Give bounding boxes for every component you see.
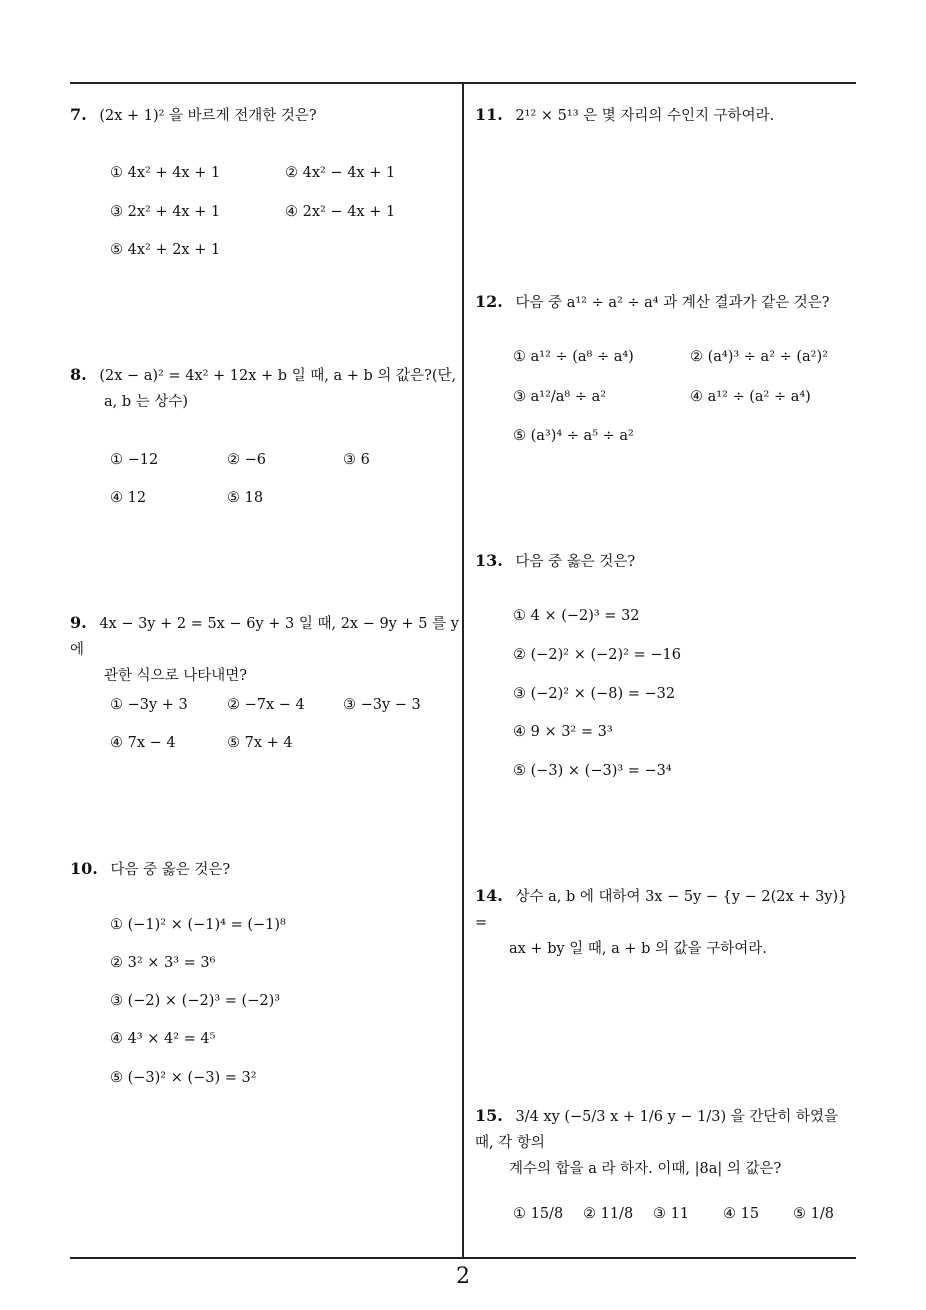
- q13-option-1[interactable]: ① 4 × (−2)³ = 32: [513, 608, 640, 624]
- q13-option-3[interactable]: ③ (−2)² × (−8) = −32: [513, 686, 676, 702]
- question-stem-line-2: 계수의 합을 a 라 하자. 이때, |8a| 의 값은?: [509, 1161, 782, 1177]
- q12-option-1[interactable]: ① a¹² ÷ (a⁸ ÷ a⁴): [513, 349, 634, 365]
- q7-option-5[interactable]: ⑤ 4x² + 2x + 1: [110, 242, 221, 258]
- q9-option-5[interactable]: ⑤ 7x + 4: [227, 735, 293, 751]
- q9-option-3[interactable]: ③ −3y − 3: [343, 697, 421, 713]
- question-number: 13.: [475, 551, 503, 570]
- q8-option-5[interactable]: ⑤ 18: [227, 490, 264, 506]
- question-stem: 2¹² × 5¹³ 은 몇 자리의 수인지 구하여라.: [515, 108, 775, 124]
- q15-option-1[interactable]: ① 15/8: [513, 1206, 564, 1222]
- q12-option-5[interactable]: ⑤ (a³)⁴ ÷ a⁵ ÷ a²: [513, 428, 634, 444]
- question-stem-line-2: 관한 식으로 나타내면?: [104, 668, 248, 684]
- q12-option-3[interactable]: ③ a¹²/a⁸ ÷ a²: [513, 389, 607, 405]
- q8-option-4[interactable]: ④ 12: [110, 490, 147, 506]
- q13-option-5[interactable]: ⑤ (−3) × (−3)³ = −3⁴: [513, 763, 672, 779]
- question-15: [475, 1103, 860, 1182]
- q10-option-5[interactable]: ⑤ (−3)² × (−3) = 3²: [110, 1070, 257, 1086]
- question-7: [70, 102, 455, 129]
- question-11: [475, 102, 860, 129]
- question-stem-line-1: 상수 a, b 에 대하여 3x − 5y − {y − 2(2x + 3y)} =: [475, 889, 848, 931]
- question-9: [70, 610, 460, 689]
- question-number: 14.: [475, 886, 503, 905]
- question-number: 7.: [70, 105, 87, 124]
- question-stem: 다음 중 옳은 것은?: [110, 862, 231, 878]
- q9-option-2[interactable]: ② −7x − 4: [227, 697, 305, 713]
- q8-option-1[interactable]: ① −12: [110, 452, 159, 468]
- question-stem-line-1: 4x − 3y + 2 = 5x − 6y + 3 일 때, 2x − 9y + 5 를 y 에: [70, 616, 459, 658]
- bottom-rule: [70, 1257, 856, 1259]
- q15-option-5[interactable]: ⑤ 1/8: [793, 1206, 834, 1222]
- question-stem-line-2: a, b 는 상수): [104, 394, 189, 410]
- q7-option-2[interactable]: ② 4x² − 4x + 1: [285, 165, 396, 181]
- question-10: [70, 856, 455, 883]
- question-8: [70, 362, 460, 415]
- question-stem-line-2: ax + by 일 때, a + b 의 값을 구하여라.: [509, 941, 767, 957]
- q9-option-4[interactable]: ④ 7x − 4: [110, 735, 176, 751]
- question-number: 8.: [70, 365, 87, 384]
- question-stem: 다음 중 옳은 것은?: [515, 554, 636, 570]
- q7-option-4[interactable]: ④ 2x² − 4x + 1: [285, 204, 396, 220]
- q8-option-2[interactable]: ② −6: [227, 452, 266, 468]
- q7-option-1[interactable]: ① 4x² + 4x + 1: [110, 165, 221, 181]
- q15-option-3[interactable]: ③ 11: [653, 1206, 690, 1222]
- q12-option-2[interactable]: ② (a⁴)³ ÷ a² ÷ (a²)²: [690, 349, 828, 365]
- q10-option-2[interactable]: ② 3² × 3³ = 3⁶: [110, 955, 216, 971]
- q15-option-2[interactable]: ② 11/8: [583, 1206, 634, 1222]
- question-number: 11.: [475, 105, 503, 124]
- q10-option-1[interactable]: ① (−1)² × (−1)⁴ = (−1)⁸: [110, 917, 286, 933]
- q13-option-2[interactable]: ② (−2)² × (−2)² = −16: [513, 647, 681, 663]
- q10-option-4[interactable]: ④ 4³ × 4² = 4⁵: [110, 1031, 216, 1047]
- q12-option-4[interactable]: ④ a¹² ÷ (a² ÷ a⁴): [690, 389, 811, 405]
- q13-option-4[interactable]: ④ 9 × 3² = 3³: [513, 724, 613, 740]
- q8-option-3[interactable]: ③ 6: [343, 452, 370, 468]
- q9-option-1[interactable]: ① −3y + 3: [110, 697, 188, 713]
- q7-option-3[interactable]: ③ 2x² + 4x + 1: [110, 204, 221, 220]
- question-number: 12.: [475, 292, 503, 311]
- question-12: [475, 289, 860, 316]
- question-number: 15.: [475, 1106, 503, 1125]
- question-stem: (2x + 1)² 을 바르게 전개한 것은?: [99, 108, 317, 124]
- question-number: 9.: [70, 613, 87, 632]
- q15-option-4[interactable]: ④ 15: [723, 1206, 760, 1222]
- question-stem-line-1: 3/4 xy (−5/3 x + 1/6 y − 1/3) 을 간단히 하였을 때, 각 항의: [475, 1109, 839, 1151]
- question-number: 10.: [70, 859, 98, 878]
- q10-option-3[interactable]: ③ (−2) × (−2)³ = (−2)³: [110, 993, 281, 1009]
- page-number: 2: [456, 1264, 470, 1289]
- question-13: [475, 548, 860, 575]
- question-stem-line-1: (2x − a)² = 4x² + 12x + b 일 때, a + b 의 값은?(단,: [99, 368, 457, 384]
- question-stem: 다음 중 a¹² ÷ a² ÷ a⁴ 과 계산 결과가 같은 것은?: [515, 295, 830, 311]
- column-divider: [462, 84, 464, 1257]
- question-14: [475, 883, 860, 962]
